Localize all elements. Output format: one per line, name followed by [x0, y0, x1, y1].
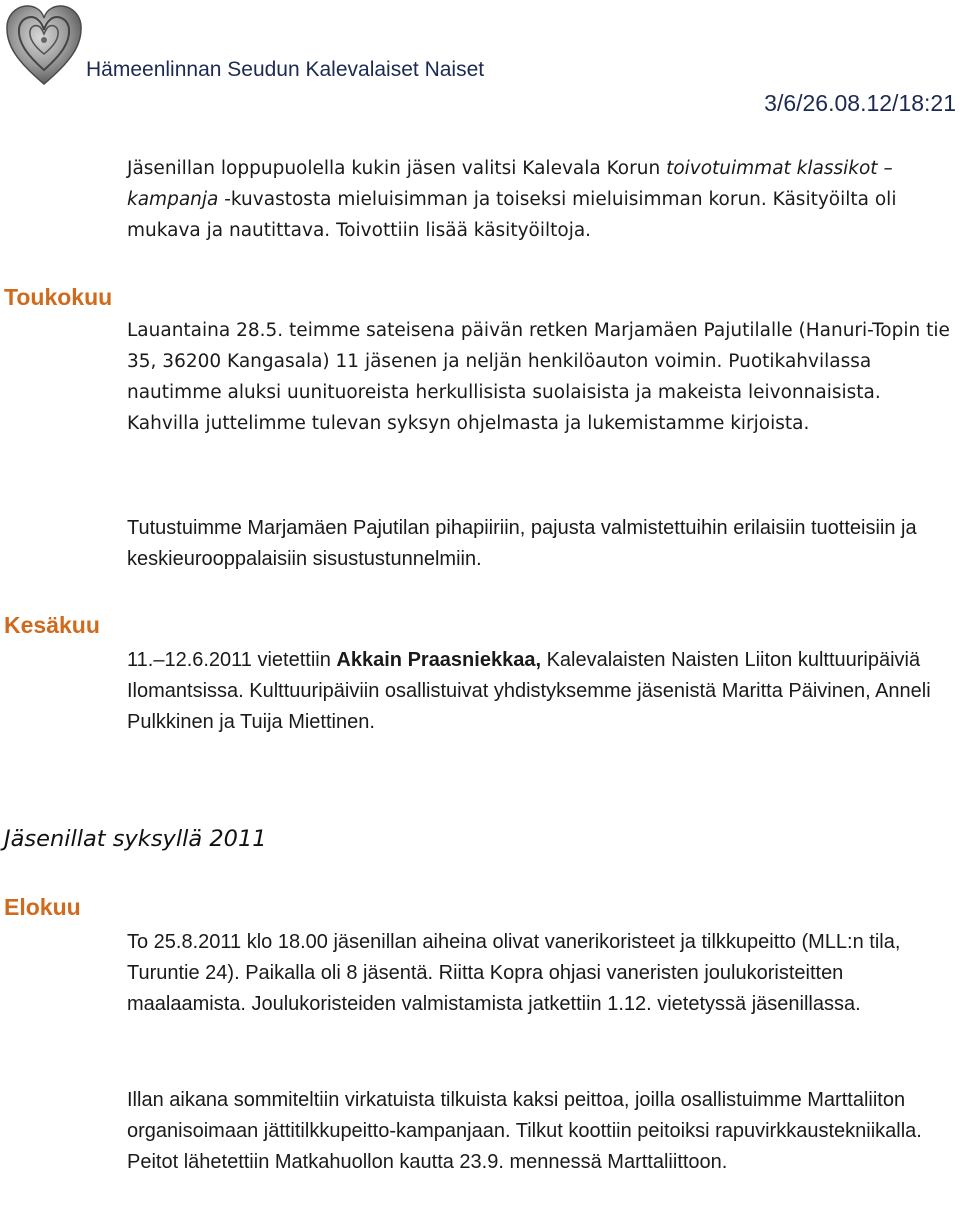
june-text: 11.–12.6.2011 vietettiin — [127, 649, 337, 671]
intro-paragraph — [127, 153, 957, 246]
august-paragraph-1: To 25.8.2011 klo 18.00 jäsenillan aiheina olivat vanerikoristeet ja tilkkupeitto (MLL:n tila, Turuntie 24). Paikalla oli 8 jäsentä. Riitta Kopra ohjasi vaneristen joulukoristeitten maalaamista. Joulukoristeiden valmistamista jatkettiin 1.12. vietetyssä jäsenillassa. — [127, 931, 901, 1015]
kalevala-heart-brooch-icon — [4, 2, 84, 86]
month-heading-august: Elokuu — [4, 894, 81, 920]
month-heading-june: Kesäkuu — [4, 612, 100, 638]
june-paragraph — [127, 645, 957, 738]
may-paragraph-2: Tutustuimme Marjamäen Pajutilan pihapiiriin, pajusta valmistettuihin erilaisiin tuotteisiin ja keskieurooppalaisiin sisustustunnelmiin. — [127, 517, 917, 570]
organization-name: Hämeenlinnan Seudun Kalevalaiset Naiset — [86, 58, 485, 81]
month-heading-may: Toukokuu — [4, 284, 113, 310]
campaign-name: toivotuimmat klassikot –kampanja — [127, 158, 893, 210]
may-paragraph: Lauantaina 28.5. teimme sateisena päivän retken Marjamäen Pajutilalle (Hanuri-Topin tie 35, 36200 Kangasala) 11 jäsenen ja neljän henkilöauton voimin. Puotikahvilassa nautimme aluksi uunituoreista herkullisista suolaisista ja makeista leivonnaisista. Kahvilla juttelimme tulevan syksyn ohjelmasta ja lukemistamme kirjoista. — [127, 320, 950, 434]
june-text-end: Kalevalaisten Naisten Liiton kulttuuripäiviä Ilomantsissa. Kulttuuripäiviin osallistuivat yhdistyksemme jäsenistä Maritta Päivinen, Anneli Pulkkinen ja Tuija Miettinen. — [127, 649, 931, 733]
august-paragraph-2: Illan aikana sommiteltiin virkatuista tilkuista kaksi peittoa, joilla osallistuimme Marttaliiton organisoimaan jättitilkkupeitto-kampanjaan. Tilkut koottiin peitoiksi rapuvirkkaustekniikalla. Peitot lähetettiin Matkahuollon kautta 23.9. mennessä Marttaliittoon. — [127, 1089, 922, 1173]
section-title: Jäsenillat syksyllä 2011 — [4, 826, 267, 852]
intro-text: Jäsenillan loppupuolella kukin jäsen valitsi Kalevala Korun — [127, 158, 667, 179]
event-name: Akkain Praasniekkaa, — [336, 649, 542, 671]
document-code: 3/6/26.08.12/18:21 — [764, 90, 956, 116]
intro-text-end: -kuvastosta mieluisimman ja toiseksi mieluisimman korun. Käsityöilta oli mukava ja nautittava. Toivottiin lisää käsityöiltoja. — [127, 189, 897, 241]
